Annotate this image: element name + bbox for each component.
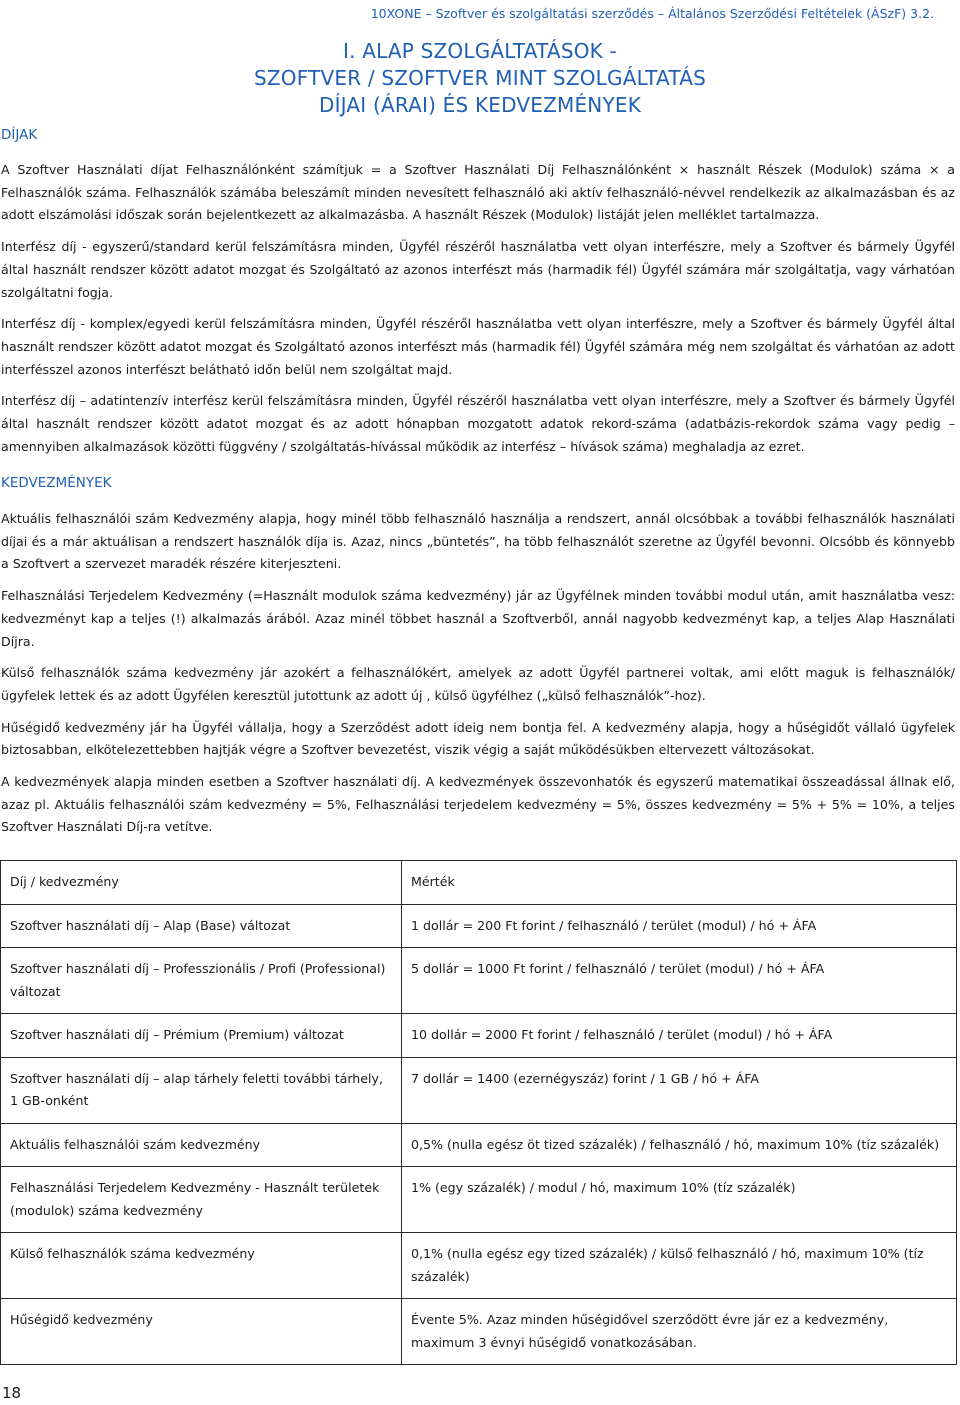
paragraph: Hűségidő kedvezmény jár ha Ügyfél vállalja, hogy a Szerződést adott ideig nem bontja fel. A kedvezmény alapja, hogy a hűségidőt vállaló ügyfelek biztosabban, elkötelezettebben hajtják végre a Szoftver bevezetést, viszik végig a saját működésükben eltervezett változásokat.	[1, 719, 955, 758]
page-number: 18	[2, 1384, 22, 1402]
table-cell: 1 dollár = 200 Ft forint / felhasználó / terület (modul) / hó + ÁFA	[402, 904, 957, 948]
table-cell: Szoftver használati díj – Prémium (Premium) változat	[1, 1014, 402, 1058]
fees-section-body	[1, 159, 955, 467]
paragraph: A Szoftver Használati díjat Felhasználónként számítjuk = a Szoftver Használati Díj Felhasználónként × használt Részek (Modulok) száma × a Felhasználók száma. Felhasználók számába beleszámít minden nevesített felhasználó aki aktív felhasználó-névvel rendelkezik az alkalmazásban és az adott elszámolási időszak során bejelentkezett az alkalmazásba. A használt Részek (Modulok) listáját jelen melléklet tartalmazza.	[1, 162, 955, 223]
table-header-cell: Mérték	[402, 861, 957, 905]
table-cell: Szoftver használati díj – Alap (Base) változat	[1, 904, 402, 948]
paragraph: Külső felhasználók száma kedvezmény jár azokért a felhasználókért, amelyek az adott Ügyfél partnerei voltak, ami előtt maguk is felhasználók/ ügyfelek lettek és az adott Ügyfélen keresztül jutottunk az adott új , külső ügyfélhez („külső felhasználók”-hoz).	[1, 665, 955, 703]
paragraph: Interfész díj - egyszerű/standard kerül felszámításra minden, Ügyfél részéről használatba vett olyan interfészre, mely a Szoftver és bármely Ügyfél által használt rendszer között adatot mozgat és Szolgáltató az azonos interfészt más (harmadik fél) Ügyfél számára már szolgáltatja, vagy várhatóan szolgáltatni fogja.	[1, 239, 955, 300]
table-cell: Külső felhasználók száma kedvezmény	[1, 1233, 402, 1299]
table-cell: 5 dollár = 1000 Ft forint / felhasználó / terület (modul) / hó + ÁFA	[402, 948, 957, 1014]
table-row	[1, 1057, 957, 1123]
table-row	[1, 1014, 957, 1058]
section-heading-fees: DÍJAK	[1, 127, 38, 143]
paragraph: Interfész díj - komplex/egyedi kerül felszámításra minden, Ügyfél részéről használatba vett olyan interfészre, mely a Szoftver és bármely Ügyfél által használt rendszer között adatot mozgat és Szolgáltató azonos interfészt más (harmadik fél) Ügyfél számára még nem szolgáltat és várhatóan az adott interfésszel azonos interfészt belátható időn belül nem szolgáltat majd.	[1, 316, 955, 377]
table-cell: Évente 5%. Azaz minden hűségidővel szerződött évre jár ez a kedvezmény, maximum 3 évnyi hűségidő vonatkozásában.	[402, 1299, 957, 1365]
table-cell: Felhasználási Terjedelem Kedvezmény - Használt területek (modulok) száma kedvezmény	[1, 1167, 402, 1233]
table-header-cell: Díj / kedvezmény	[1, 861, 402, 905]
fee-table	[0, 860, 957, 1365]
title-line-1: I. ALAP SZOLGÁLTATÁSOK -	[343, 39, 617, 63]
table-row	[1, 1299, 957, 1365]
table-row	[1, 1167, 957, 1233]
table-cell: Szoftver használati díj – Professzionális / Profi (Professional) változat	[1, 948, 402, 1014]
paragraph: Felhasználási Terjedelem Kedvezmény (=Használt modulok száma kedvezmény) jár az Ügyfélnek minden további modul után, amit használatba vesz: kedvezményt kap a teljes (!) alkalmazás árából. Azaz minél többet használ a Szoftverből, annál nagyobb kedvezményt kap, a teljes Alap Használati Díjra.	[1, 588, 955, 649]
table-row	[1, 1123, 957, 1167]
table-header-row	[1, 861, 957, 905]
document-header: 10XONE – Szoftver és szolgáltatási szerződés – Általános Szerződési Feltételek (ÁSzF) 3.2.	[370, 6, 934, 21]
table-row	[1, 948, 957, 1014]
table-cell: Aktuális felhasználói szám kedvezmény	[1, 1123, 402, 1167]
discounts-section-body	[1, 508, 955, 848]
table-cell: 1% (egy százalék) / modul / hó, maximum 10% (tíz százalék)	[402, 1167, 957, 1233]
table-row	[1, 1233, 957, 1299]
table-cell: Szoftver használati díj – alap tárhely feletti további tárhely, 1 GB-onként	[1, 1057, 402, 1123]
paragraph: Aktuális felhasználói szám Kedvezmény alapja, hogy minél több felhasználó használja a rendszert, annál olcsóbbak a további felhasználók használati díjai és a már aktuálisan a rendszert használók díja is. Azaz, nincs „büntetés”, ha több felhasználót szeretne az Ügyfél bevonni. Olcsóbb és könnyebb a Szoftvert a szervezet maradék részére kiterjeszteni.	[1, 511, 955, 572]
table-cell: 0,5% (nulla egész öt tized százalék) / felhasználó / hó, maximum 10% (tíz százalék)	[402, 1123, 957, 1167]
table-cell: Hűségidő kedvezmény	[1, 1299, 402, 1365]
table-cell: 7 dollár = 1400 (ezernégyszáz) forint / 1 GB / hó + ÁFA	[402, 1057, 957, 1123]
table-cell: 10 dollár = 2000 Ft forint / felhasználó / terület (modul) / hó + ÁFA	[402, 1014, 957, 1058]
paragraph: Interfész díj – adatintenzív interfész kerül felszámításra minden, Ügyfél részéről használatba vett olyan interfészre, mely a Szoftver és bármely Ügyfél által használt rendszer között adatot mozgat és az adott hónapban mozgatott adatok rekord-száma (adatbázis-rekordok száma vagy pedig – amennyiben alkalmazások közötti függvény / szolgáltatás-hívással működik az interfész – hívások száma) meghaladja az ezret.	[1, 393, 955, 454]
paragraph: A kedvezmények alapja minden esetben a Szoftver használati díj. A kedvezmények összevonhatók és egyszerű matematikai összeadással állnak elő, azaz pl. Aktuális felhasználói szám kedvezmény = 5%, Felhasználási terjedelem kedvezmény = 5%, összes kedvezmény = 5% + 5% = 10%, a teljes Szoftver Használati Díj-ra vetítve.	[1, 774, 955, 835]
section-heading-discounts: KEDVEZMÉNYEK	[1, 475, 112, 491]
page-title	[0, 38, 960, 119]
table-row	[1, 904, 957, 948]
table-cell: 0,1% (nulla egész egy tized százalék) / külső felhasználó / hó, maximum 10% (tíz százalék)	[402, 1233, 957, 1299]
title-line-2: SZOFTVER / SZOFTVER MINT SZOLGÁLTATÁS	[253, 66, 707, 90]
title-line-3: DÍJAI (ÁRAI) ÉS KEDVEZMÉNYEK	[318, 93, 642, 117]
